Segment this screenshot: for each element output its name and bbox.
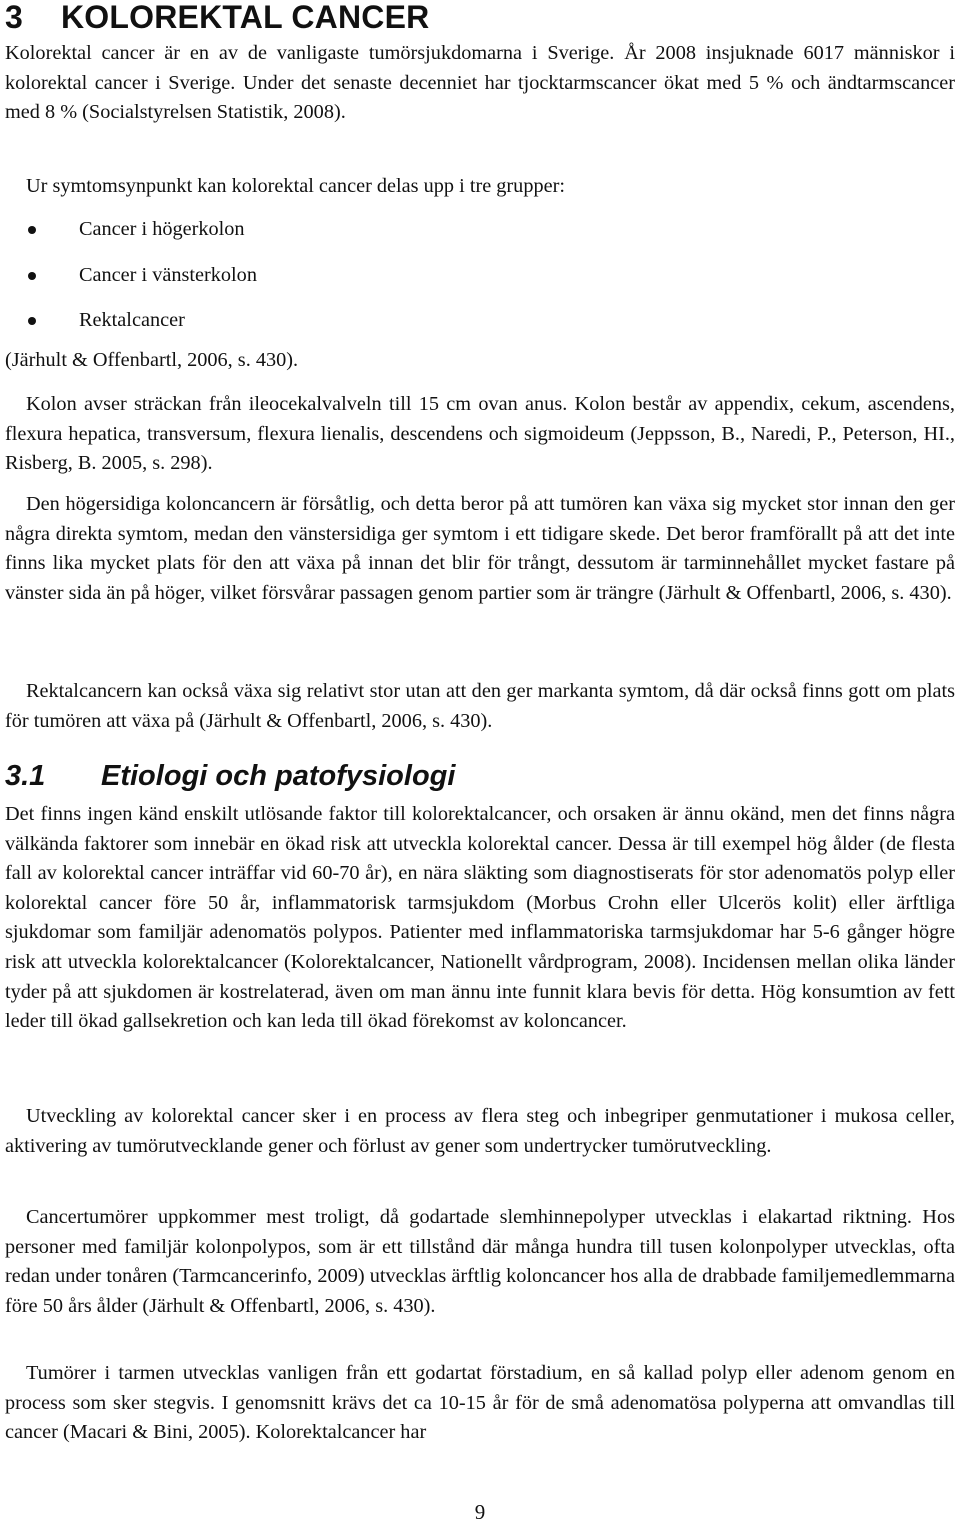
chapter-number: 3 bbox=[5, 0, 23, 35]
tumorer-paragraph: Tumörer i tarmen utvecklas vanligen från ett godartat förstadium, en så kallad polyp eller adenom genom en process som sker stegvis. I genomsnitt krävs det ca 10-15 år för de små adenomatösa polyperna att omvandlas till cancer (Macari & Bini, 2005). Kolorektalcancer har bbox=[5, 1362, 955, 1444]
groups-reference: (Järhult & Offenbartl, 2006, s. 430). bbox=[5, 349, 299, 371]
section-number: 3.1 bbox=[5, 760, 46, 792]
bullet-icon bbox=[28, 272, 36, 280]
intro-paragraph: Kolorektal cancer är en av de vanligaste tumörsjukdomarna i Sverige. År 2008 insjuknade 6017 människor i kolorektal cancer i Sverige. Under det senaste decenniet har tjocktarmscancer ökat med 5 % och ändtarmscancer med 8 % (Socialstyrelsen Statistik, 2008). bbox=[5, 42, 955, 124]
utveckling-paragraph: Utveckling av kolorektal cancer sker i en process av flera steg och inbegriper genmutationer i mukosa celler, aktivering av tumörutvecklande gener och förlust av gener som undertrycker tumörutveckling. bbox=[5, 1105, 955, 1157]
list-item: Cancer i vänsterkolon bbox=[5, 260, 955, 306]
etiologi-paragraph: Det finns ingen känd enskilt utlösande faktor till kolorektalcancer, och orsaken är ännu okänd, men det finns några välkända faktorer som innebär en ökad risk att utveckla kolorektal cancer. Dessa är till exempel hög ålder (de flesta fall av kolorektal cancer inträffar vid 60-70 år), en nära släkting som diagnostiserats för stor adenomatös polyp eller kolorektal cancer före 50 år, inflammatorisk tarmsjukdom (Morbus Crohn eller Ulcerös kolit) eller ärftliga sjukdomar som familjär adenomatös polypos. Patienter med inflammatoriska tarmsjukdomar har 5-6 gånger högre risk att utveckla kolorektalcancer (Kolorektalcancer, Nationellt vårdprogram, 2008). Incidensen mellan olika länder tyder på att sjukdomen är kostrelaterad, även om man ännu inte funnit klara bevis för detta. Hög konsumtion av fett leder till ökad gallsekretion och kan leda till ökad förekomst av koloncancer. bbox=[5, 803, 955, 1033]
section-heading bbox=[5, 759, 455, 793]
chapter-title: KOLOREKTAL CANCER bbox=[61, 0, 430, 35]
bullet-icon bbox=[28, 317, 36, 325]
groups-list bbox=[5, 214, 955, 351]
section-title: Etiologi och patofysiologi bbox=[101, 760, 456, 792]
cancertumorer-paragraph: Cancertumörer uppkommer mest troligt, då godartade slemhinnepolyper utvecklas i elakartad riktning. Hos personer med familjär kolonpolypos, som är ett tillstånd där många hundra till tusen kolonpolyper utvecklas, ofta redan under tonåren (Tarmcancerinfo, 2009) utvecklas ärftlig koloncancer hos alla de drabbade familjemedlemmarna före 50 års ålder (Järhult & Offenbartl, 2006, s. 430). bbox=[5, 1206, 955, 1317]
page-number: 9 bbox=[474, 1500, 486, 1524]
kolon-paragraph: Kolon avser sträckan från ileocekalvalveln till 15 cm ovan anus. Kolon består av appendix, cekum, ascendens, flexura hepatica, transversum, flexura lienalis, descendens och sigmoideum (Jeppsson, B., Naredi, P., Peterson, HI., Risberg, B. 2005, s. 298). bbox=[5, 393, 955, 475]
list-item: Rektalcancer bbox=[5, 305, 955, 351]
list-item: Cancer i högerkolon bbox=[5, 214, 955, 260]
hogersidig-paragraph: Den högersidiga koloncancern är försåtlig, och detta beror på att tumören kan växa sig mycket stor innan den ger några direkta symtom, medan den vänstersidiga ger symtom i ett tidigare skede. Det beror framförallt på att det inte finns lika mycket plats för den att växa på innan det blir för trångt, dessutom är tarminnehållet mycket fastare på vänster sida än på höger, vilket försvårar passagen genom partier som är trängre (Järhult & Offenbartl, 2006, s. 430). bbox=[5, 493, 955, 604]
chapter-heading bbox=[5, 0, 429, 35]
bullet-icon bbox=[28, 226, 36, 234]
rektal-paragraph: Rektalcancern kan också växa sig relativt stor utan att den ger markanta symtom, då där också finns gott om plats för tumören att växa på (Järhult & Offenbartl, 2006, s. 430). bbox=[5, 680, 955, 732]
groups-intro: Ur symtomsynpunkt kan kolorektal cancer delas upp i tre grupper: bbox=[26, 175, 565, 197]
